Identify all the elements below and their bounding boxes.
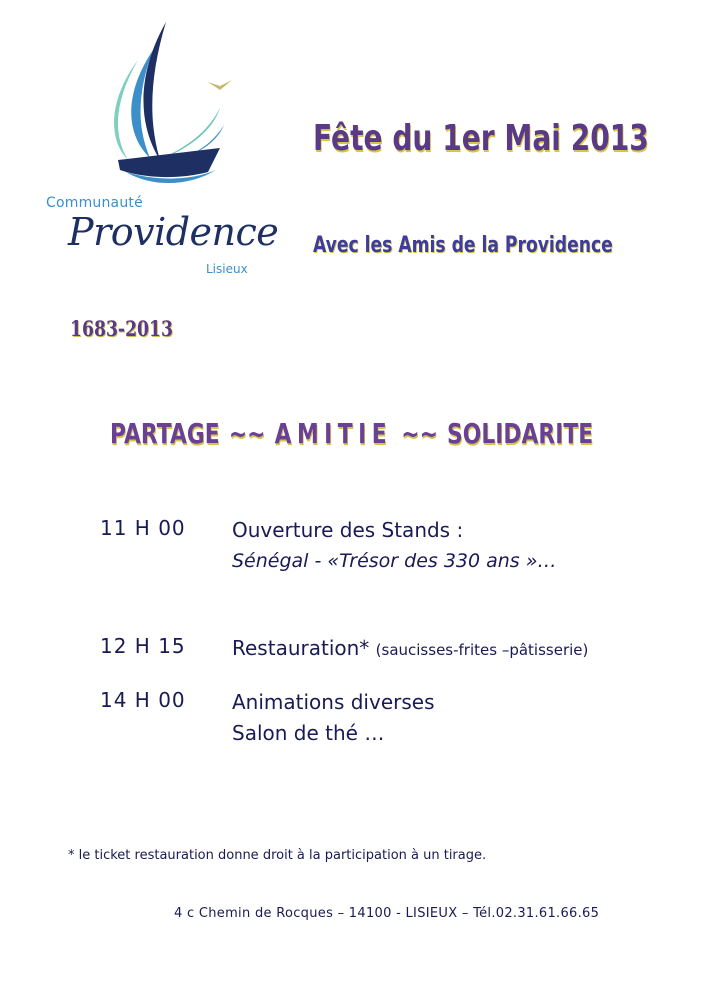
anniversary-years: 1683-2013 xyxy=(70,316,174,341)
motto-word-amitie: AMITIE xyxy=(274,417,393,450)
schedule-time: 12 H 15 xyxy=(100,634,186,658)
motto-word-solidarite: SOLIDARITE xyxy=(447,417,594,450)
logo-communaute-text: Communauté xyxy=(46,195,143,211)
motto xyxy=(110,417,593,450)
schedule-event-label: Restauration* xyxy=(232,636,370,660)
schedule-event: Ouverture des Stands : xyxy=(232,518,464,542)
schedule-time: 14 H 00 xyxy=(100,688,186,712)
page-title: Fête du 1er Mai 2013 xyxy=(313,118,649,159)
schedule-time: 11 H 00 xyxy=(100,516,186,540)
motto-separator: ~~ xyxy=(228,417,266,450)
schedule-event: Animations diverses xyxy=(232,690,435,714)
schedule-event xyxy=(232,636,588,660)
footnote: * le ticket restauration donne droit à la participation à un tirage. xyxy=(68,848,487,863)
page-subtitle: Avec les Amis de la Providence xyxy=(313,233,613,258)
schedule-event-extra: (saucisses-frites –pâtisserie) xyxy=(375,641,589,659)
logo-name-text: Providence xyxy=(68,210,279,254)
motto-word-partage: PARTAGE xyxy=(110,417,220,450)
logo-city-text: Lisieux xyxy=(206,262,248,276)
schedule-event-detail: Salon de thé … xyxy=(232,721,385,745)
logo-sail-icon xyxy=(98,20,243,190)
motto-separator: ~~ xyxy=(401,417,438,450)
schedule-event-detail: Sénégal - «Trésor des 330 ans »… xyxy=(232,550,557,572)
address: 4 c Chemin de Rocques – 14100 - LISIEUX – Tél.02.31.61.66.65 xyxy=(174,906,600,921)
